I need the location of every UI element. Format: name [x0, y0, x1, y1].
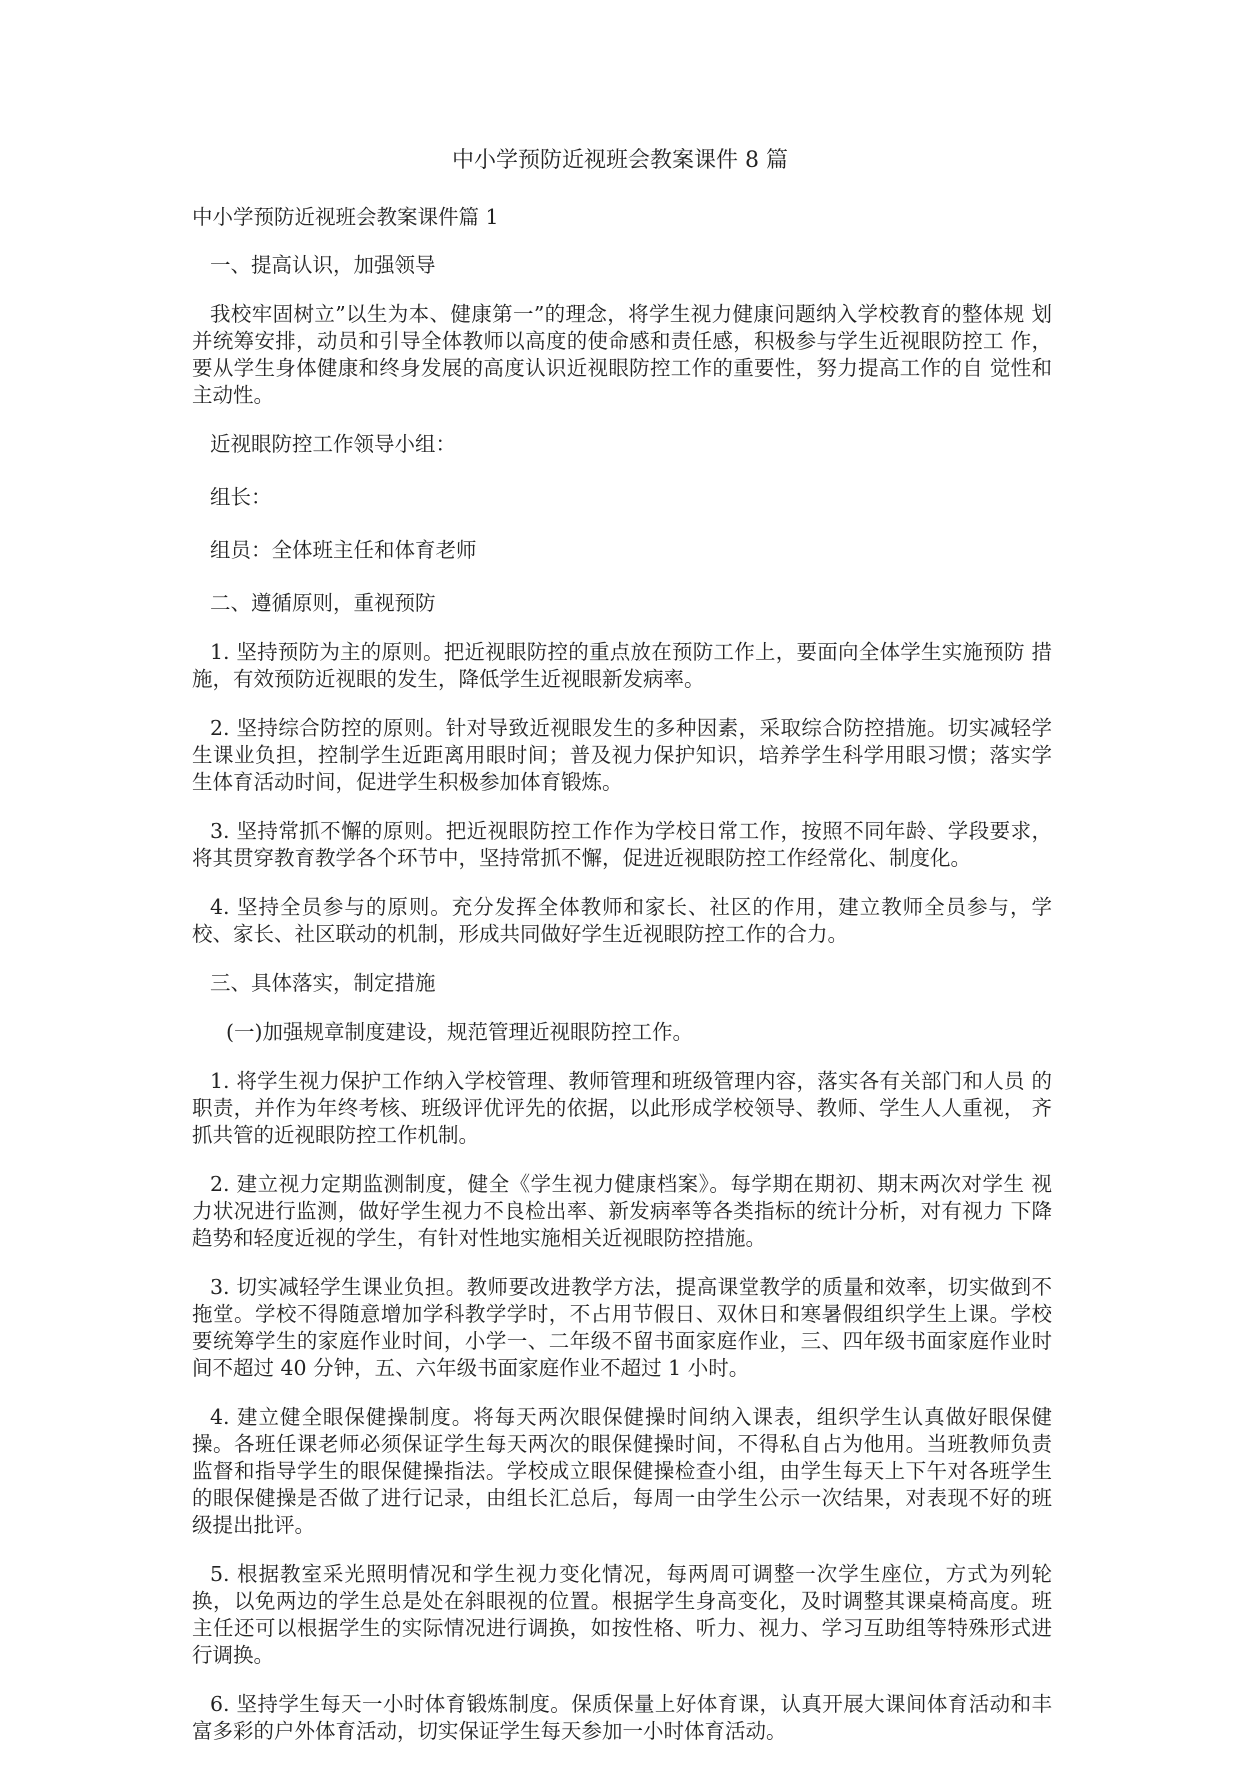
section-3-paragraph-6: 6. 坚持学生每天一小时体育锻炼制度。保质保量上好体育课，认真开展大课间体育活动和丰富多彩的户外体育活动，切实保证学生每天参加一小时体育活动。: [192, 1692, 1052, 1743]
section-1-paragraph-4: 组员：全体班主任和体育老师: [210, 538, 477, 562]
section-2-paragraph-1: 1. 坚持预防为主的原则。把近视眼防控的重点放在预防工作上，要面向全体学生实施预防 措施，有效预防近视眼的发生，降低学生近视眼新发病率。: [192, 640, 1052, 691]
doc-heading: 中小学预防近视班会教案课件篇 1: [192, 205, 499, 229]
section-3-paragraph-3: 3. 切实减轻学生课业负担。教师要改进教学方法，提高课堂教学的质量和效率，切实做到不拖堂。学校不得随意增加学科教学学时，不占用节假日、双休日和寒暑假组织学生上课。学校要统筹学生的家庭作业时间，小学一、二年级不留书面家庭作业，三、四年级书面家庭作业时间不超过 40 分钟，五、六年级书面家庭作业不超过 1 小时。: [192, 1275, 1052, 1380]
section-2-paragraph-3: 3. 坚持常抓不懈的原则。把近视眼防控工作作为学校日常工作，按照不同年龄、学段要求， 将其贯穿教育教学各个环节中，坚持常抓不懈，促进近视眼防控工作经常化、制度化。: [192, 819, 1052, 870]
section-1-paragraph-3: 组长：: [210, 485, 272, 509]
section-3-subheading-1: (一)加强规章制度建设，规范管理近视眼防控工作。: [226, 1020, 693, 1044]
document-title: 中小学预防近视班会教案课件 8 篇: [452, 148, 788, 173]
section-1-title: 一、提高认识，加强领导: [210, 253, 436, 277]
section-2-title: 二、遵循原则，重视预防: [210, 591, 436, 615]
section-3-title: 三、具体落实，制定措施: [210, 971, 436, 995]
section-2-paragraph-4: 4. 坚持全员参与的原则。充分发挥全体教师和家长、社区的作用，建立教师全员参与，学 校、家长、社区联动的机制，形成共同做好学生近视眼防控工作的合力。: [192, 895, 1052, 946]
section-3-paragraph-4: 4. 建立健全眼保健操制度。将每天两次眼保健操时间纳入课表，组织学生认真做好眼保健操。各班任课老师必须保证学生每天两次的眼保健操时间，不得私自占为他用。当班教师负责监督和指导学生的眼保健操指法。学校成立眼保健操检查小组，由学生每天上下午对各班学生的眼保健操是否做了进行记录，由组长汇总后，每周一由学生公示一次结果，对表现不好的班级提出批评。: [192, 1405, 1052, 1537]
section-1-paragraph-1: 我校牢固树立”以生为本、健康第一”的理念，将学生视力健康问题纳入学校教育的整体规 划并统筹安排，动员和引导全体教师以高度的使命感和责任感，积极参与学生近视眼防控工 作，要从学生身体健康和终身发展的高度认识近视眼防控工作的重要性，努力提高工作的自 觉性和主动性。: [192, 302, 1052, 407]
section-3-paragraph-2: 2. 建立视力定期监测制度，健全《学生视力健康档案》。每学期在期初、期末两次对学生 视力状况进行监测，做好学生视力不良检出率、新发病率等各类指标的统计分析，对有视力 下降趋势和轻度近视的学生，有针对性地实施相关近视眼防控措施。: [192, 1172, 1052, 1250]
section-1-paragraph-2: 近视眼防控工作领导小组：: [210, 432, 456, 456]
document-body: [192, 204, 1052, 1767]
section-2-paragraph-2: 2. 坚持综合防控的原则。针对导致近视眼发生的多种因素，采取综合防控措施。切实减轻学生课业负担，控制学生近距离用眼时间；普及视力保护知识，培养学生科学用眼习惯；落实学生体育活动时间，促进学生积极参加体育锻炼。: [192, 716, 1052, 794]
section-3-paragraph-1: 1. 将学生视力保护工作纳入学校管理、教师管理和班级管理内容，落实各有关部门和人员 的职责，并作为年终考核、班级评优评先的依据，以此形成学校领导、教师、学生人人重视， 齐抓共管的近视眼防控工作机制。: [192, 1069, 1052, 1147]
section-3-paragraph-5: 5. 根据教室采光照明情况和学生视力变化情况，每两周可调整一次学生座位，方式为列轮换，以免两边的学生总是处在斜眼视的位置。根据学生身高变化，及时调整其课桌椅高度。班主任还可以根据学生的实际情况进行调换，如按性格、听力、视力、学习互助组等特殊形式进行调换。: [192, 1562, 1052, 1667]
